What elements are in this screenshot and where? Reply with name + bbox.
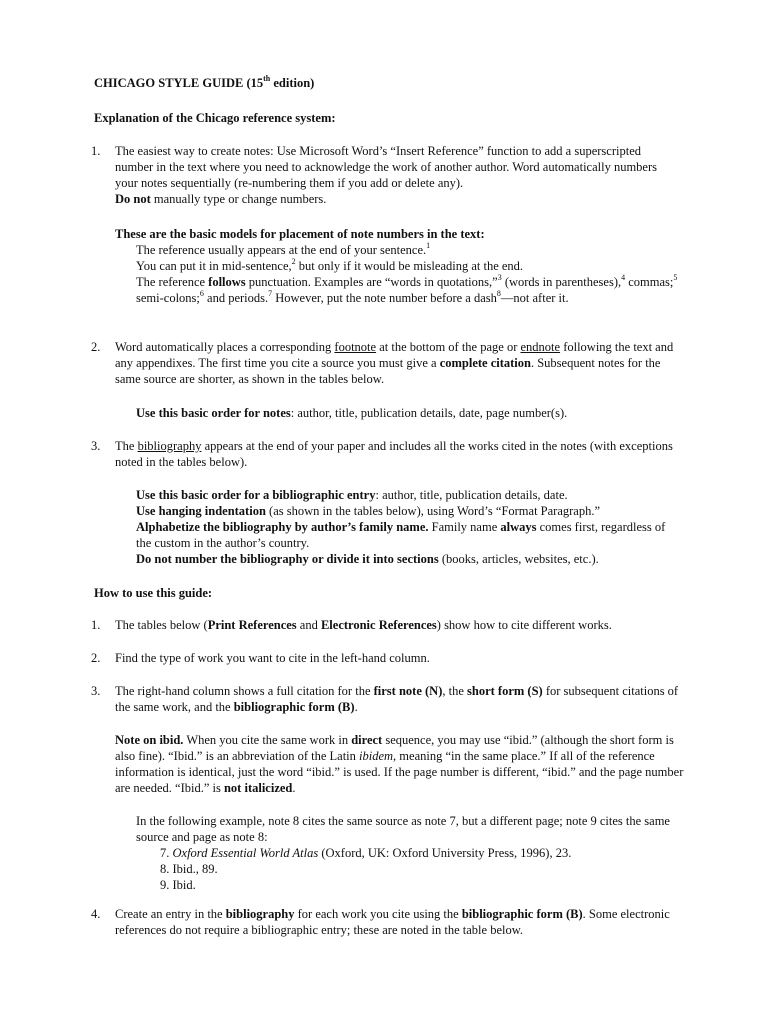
howto-heading: How to use this guide: bbox=[94, 586, 213, 600]
list-number: 1. bbox=[91, 618, 101, 632]
list-number: 3. bbox=[91, 684, 101, 698]
models-examples: The reference usually appears at the end of your sentence.$^1$ You can put it in mid-sentence,$^2$ but only if it would be misleading at the end. The reference follows punctuation. Examples are “words in quotations,”$^3$ (words in parentheses),$^4$ commas;$^5$ semi-colons;$^6$ and periods.$^7$ However, put the note number before a dash$^8$—not after it. bbox=[136, 240, 678, 305]
footnote-term: footnote bbox=[334, 340, 377, 354]
bibliography-term: bibliography bbox=[137, 439, 202, 453]
list-item-text: Word automatically places a corresponding footnote at the bottom of the page or endnote following the text and any appendixes. The first time you cite a source you must give a complete citation. Subsequent notes for the same source are shorter, as shown in the tables below. bbox=[115, 340, 674, 386]
ibid-note: Note on ibid. When you cite the same work in direct sequence, you may use “ibid.” (although the short form is also fine). “Ibid.” is an abbreviation of the Latin ibidem, meaning “in the same place.” If all of the reference information is identical, just the word “ibid.” is used. If the page number is different, “ibid.” and the page number are needed. “Ibid.” is not italicized. bbox=[115, 733, 684, 795]
list-number: 2. bbox=[91, 651, 101, 665]
list-item-text: The easiest way to create notes: Use Microsoft Word’s “Insert Reference” function to add a superscripted number in the text where you need to acknowledge the work of another author. Word automatically numbers your notes sequentially (re-numbering them if you add or delete any). Do not manually type or change numbers. bbox=[115, 144, 658, 206]
list-item-text: The tables below (Print References and Electronic References) show how to cite different works. bbox=[115, 618, 612, 632]
example-note-7: 7. Oxford Essential World Atlas (Oxford, UK: Oxford University Press, 1996), 23. bbox=[160, 846, 572, 860]
list-number: 1. bbox=[91, 144, 101, 158]
ibid-example-notes bbox=[160, 845, 660, 893]
howto-item-2 bbox=[91, 650, 681, 666]
explanation-heading: Explanation of the Chicago reference system: bbox=[94, 111, 336, 125]
list-item-3 bbox=[91, 438, 681, 470]
list-item-1 bbox=[91, 143, 681, 207]
list-item-2 bbox=[91, 339, 681, 387]
list-item-text: Find the type of work you want to cite in the left-hand column. bbox=[115, 651, 430, 665]
bibliography-rules: Use this basic order for a bibliographic entry: author, title, publication details, date. Use hanging indentation (as shown in the tables below), using Word’s “Format Paragraph.” Alphabetize the bibliography by author’s family name. Family name always comes first, regardless of the custom in the author’s country. Do not number the bibliography or divide it into sections (books, articles, websites, etc.). bbox=[136, 488, 666, 566]
list-number: 4. bbox=[91, 907, 101, 921]
page-title: CHICAGO STYLE GUIDE (15th edition) bbox=[94, 73, 315, 90]
example-note-9: 9. Ibid. bbox=[160, 878, 196, 892]
ibid-example-intro: In the following example, note 8 cites the same source as note 7, but a different page; note 9 cites the same source and page as note 8: bbox=[136, 814, 670, 844]
list-number: 2. bbox=[91, 340, 101, 354]
example-note-8: 8. Ibid., 89. bbox=[160, 862, 218, 876]
list-item-text: Create an entry in the bibliography for each work you cite using the bibliographic form (B). Some electronic references do not require a bibliographic entry; these are noted in the table below. bbox=[115, 907, 670, 937]
list-item-text: The bibliography appears at the end of your paper and includes all the works cited in the notes (with exceptions noted in the tables below). bbox=[115, 439, 673, 469]
notes-order: Use this basic order for notes: author, title, publication details, date, page number(s). bbox=[136, 406, 568, 420]
howto-item-4 bbox=[91, 906, 681, 938]
howto-item-1 bbox=[91, 617, 681, 633]
list-number: 3. bbox=[91, 439, 101, 453]
list-item-text: The right-hand column shows a full citation for the first note (N), the short form (S) for subsequent citations of the same work, and the bibliographic form (B). bbox=[115, 684, 679, 714]
howto-item-3 bbox=[91, 683, 681, 715]
models-heading: These are the basic models for placement of note numbers in the text: bbox=[115, 227, 485, 241]
endnote-term: endnote bbox=[520, 340, 561, 354]
